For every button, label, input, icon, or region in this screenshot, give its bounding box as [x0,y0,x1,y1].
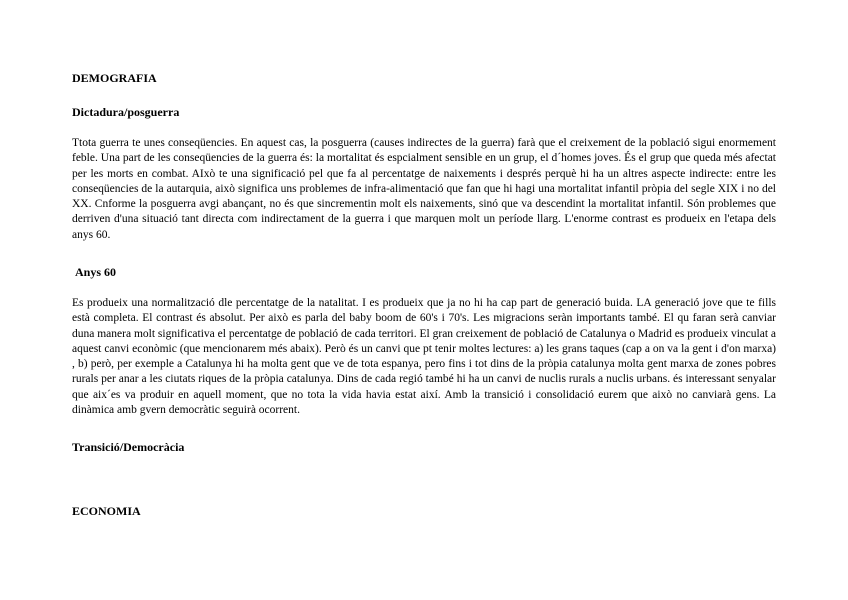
paragraph-dictadura-posguerra: Ttota guerra te unes conseqüencies. En aquest cas, la posguerra (causes indirectes de la guerra) farà que el creixement de la població sigui enormement feble. Una part de les conseqüencies de la guerra és: la mortalitat és espcialment sensible en un grup, el d´homes joves. És el grup que queda més afectat per les morts en combat. AIxò te una significació pel que fa al percentatge de naixements i després perquè hi ha un altres aspecte indirecte: entre les conseqüencies de la autarquia, això significa uns problemes de infra-alimentació que fan que hi hagi una mortalitat infantil pròpia del segle XIX i no del XX. Cnforme la posguerra avgi abançant, no és que sincrementin molt els naixements, sinó que va descendint la mortalitat infantil. Són problemes que derriven d'una situació tant directa com indirectament de la guerra i que marquen molt un període llarg. L'enorme contrast es produeix en l'etapa dels anys 60. [72,137,776,241]
document-page [72,0,776,600]
subsection-heading-dictadura-posguerra: Dictadura/posguerra [72,105,180,119]
subsection-heading-anys-60: Anys 60 [75,265,117,279]
subsection-heading-transicio-democracia: Transició/Democràcia [72,440,185,454]
section-heading-demografia: DEMOGRAFIA [72,71,157,85]
section-heading-economia: ECONOMIA [72,504,141,518]
paragraph-anys-60: Es produeix una normalització dle percentatge de la natalitat. I es produeix que ja no hi ha cap part de generació buida. LA generació jove que te fills està completa. El contrast és absolut. Per això es parla del baby boom de 60's i 70's. Les migracions seràn importants també. El qu faran serà canviar duna manera molt significativa el percentatge de població de cada territori. El gran creixement de població de Catalunya o Madrid es produeix vinculat a aquest canvi econòmic (que mencionarem més abaix). Però és un canvi que pt tenir moltes lectures: a) les grans taques (cap a on va la gent i d'on marxa) , b) però, per exemple a Catalunya hi ha molta gent que ve de tota espanya, pero fins i tot dins de la pròpia catalunya molta gent marxa de zones pobres rurals per anar a les ciutats riques de la pròpia catalunya. Dins de cada regió també hi ha un canvi de nuclis rurals a nuclis urbans. és interessant senyalar que aix´es va produir en aquell moment, que no tota la vida havia estat així. Amb la transició i consolidació eurem que això no canviarà gens. La dinàmica amb gvern democràtic seguirà ocorrent. [72,297,776,417]
